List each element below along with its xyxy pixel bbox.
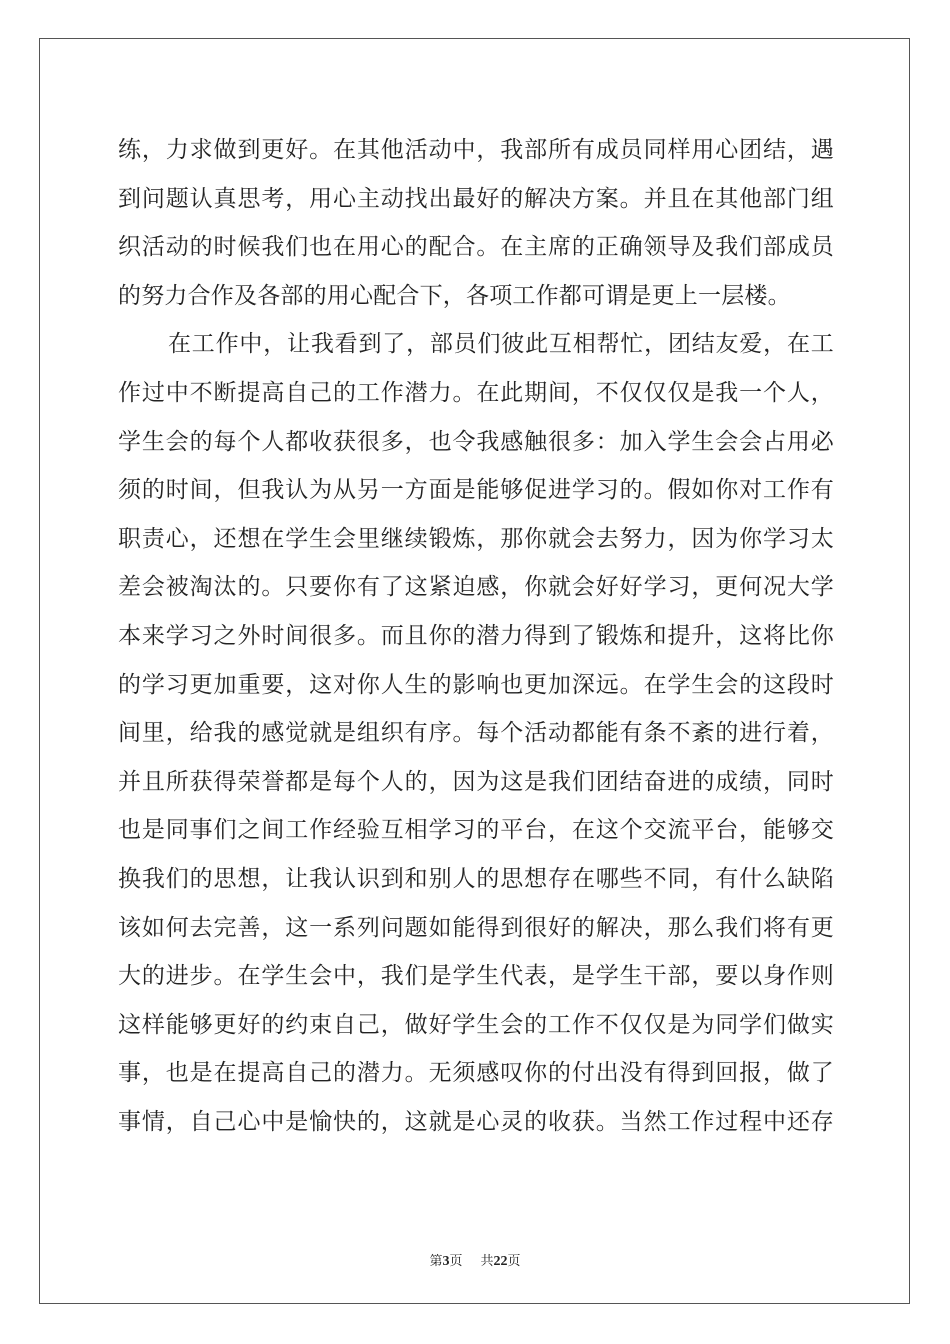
text-line: 大的进步。在学生会中，我们是学生代表，是学生干部，要以身作则 — [118, 963, 834, 990]
text-line: 的努力合作及各部的用心配合下，各项工作都可谓是更上一层楼。 — [118, 282, 791, 309]
text-line: 须的时间，但我认为从另一方面是能够促进学习的。假如你对工作有 — [118, 477, 834, 504]
text-line: 职责心，还想在学生会里继续锻炼，那你就会去努力，因为你学习太 — [118, 525, 834, 552]
text-line: 本来学习之外时间很多。而且你的潜力得到了锻炼和提升，这将比你 — [118, 622, 834, 649]
text-line: 该如何去完善，这一系列问题如能得到很好的解决，那么我们将有更 — [118, 914, 834, 941]
paragraph-1 — [118, 126, 834, 320]
text-line: 间里，给我的感觉就是组织有序。每个活动都能有条不紊的进行着， — [118, 720, 834, 747]
page-label-suffix: 页 — [449, 1254, 463, 1269]
text-line: 作过中不断提高自己的工作潜力。在此期间，不仅仅仅是我一个人， — [118, 379, 834, 406]
text-line: 学生会的每个人都收获很多，也令我感触很多：加入学生会会占用必 — [118, 428, 834, 455]
text-line: 在工作中，让我看到了，部员们彼此互相帮忙，团结友爱，在工 — [168, 331, 834, 358]
total-label-suffix: 页 — [507, 1254, 521, 1269]
text-line: 并且所获得荣誉都是每个人的，因为这是我们团结奋进的成绩，同时 — [118, 768, 834, 795]
page-footer — [0, 1250, 950, 1270]
current-page-number: 3 — [442, 1254, 450, 1269]
text-line: 织活动的时候我们也在用心的配合。在主席的正确领导及我们部成员 — [118, 234, 834, 261]
total-label-prefix: 共 — [480, 1254, 494, 1269]
text-line: 的学习更加重要，这对你人生的影响也更加深远。在学生会的这段时 — [118, 671, 834, 698]
text-line: 练，力求做到更好。在其他活动中，我部所有成员同样用心团结，遇 — [118, 137, 834, 163]
text-line: 差会被淘汰的。只要你有了这紧迫感，你就会好好学习，更何况大学 — [118, 574, 834, 601]
text-line: 事，也是在提高自己的潜力。无须感叹你的付出没有得到回报，做了 — [118, 1060, 834, 1087]
page-label-prefix: 第 — [429, 1254, 443, 1269]
paragraph-2 — [118, 320, 834, 1146]
text-line: 换我们的思想，让我认识到和别人的思想存在哪些不同，有什么缺陷 — [118, 865, 834, 892]
text-line: 也是同事们之间工作经验互相学习的平台，在这个交流平台，能够交 — [118, 817, 834, 844]
total-page-count: 22 — [493, 1254, 508, 1269]
document-body — [118, 126, 834, 1146]
text-line: 到问题认真思考，用心主动找出最好的解决方案。并且在其他部门组 — [118, 185, 834, 212]
text-line: 事情，自己心中是愉快的，这就是心灵的收获。当然工作过程中还存 — [118, 1108, 834, 1135]
text-line: 这样能够更好的约束自己，做好学生会的工作不仅仅是为同学们做实 — [118, 1011, 834, 1038]
